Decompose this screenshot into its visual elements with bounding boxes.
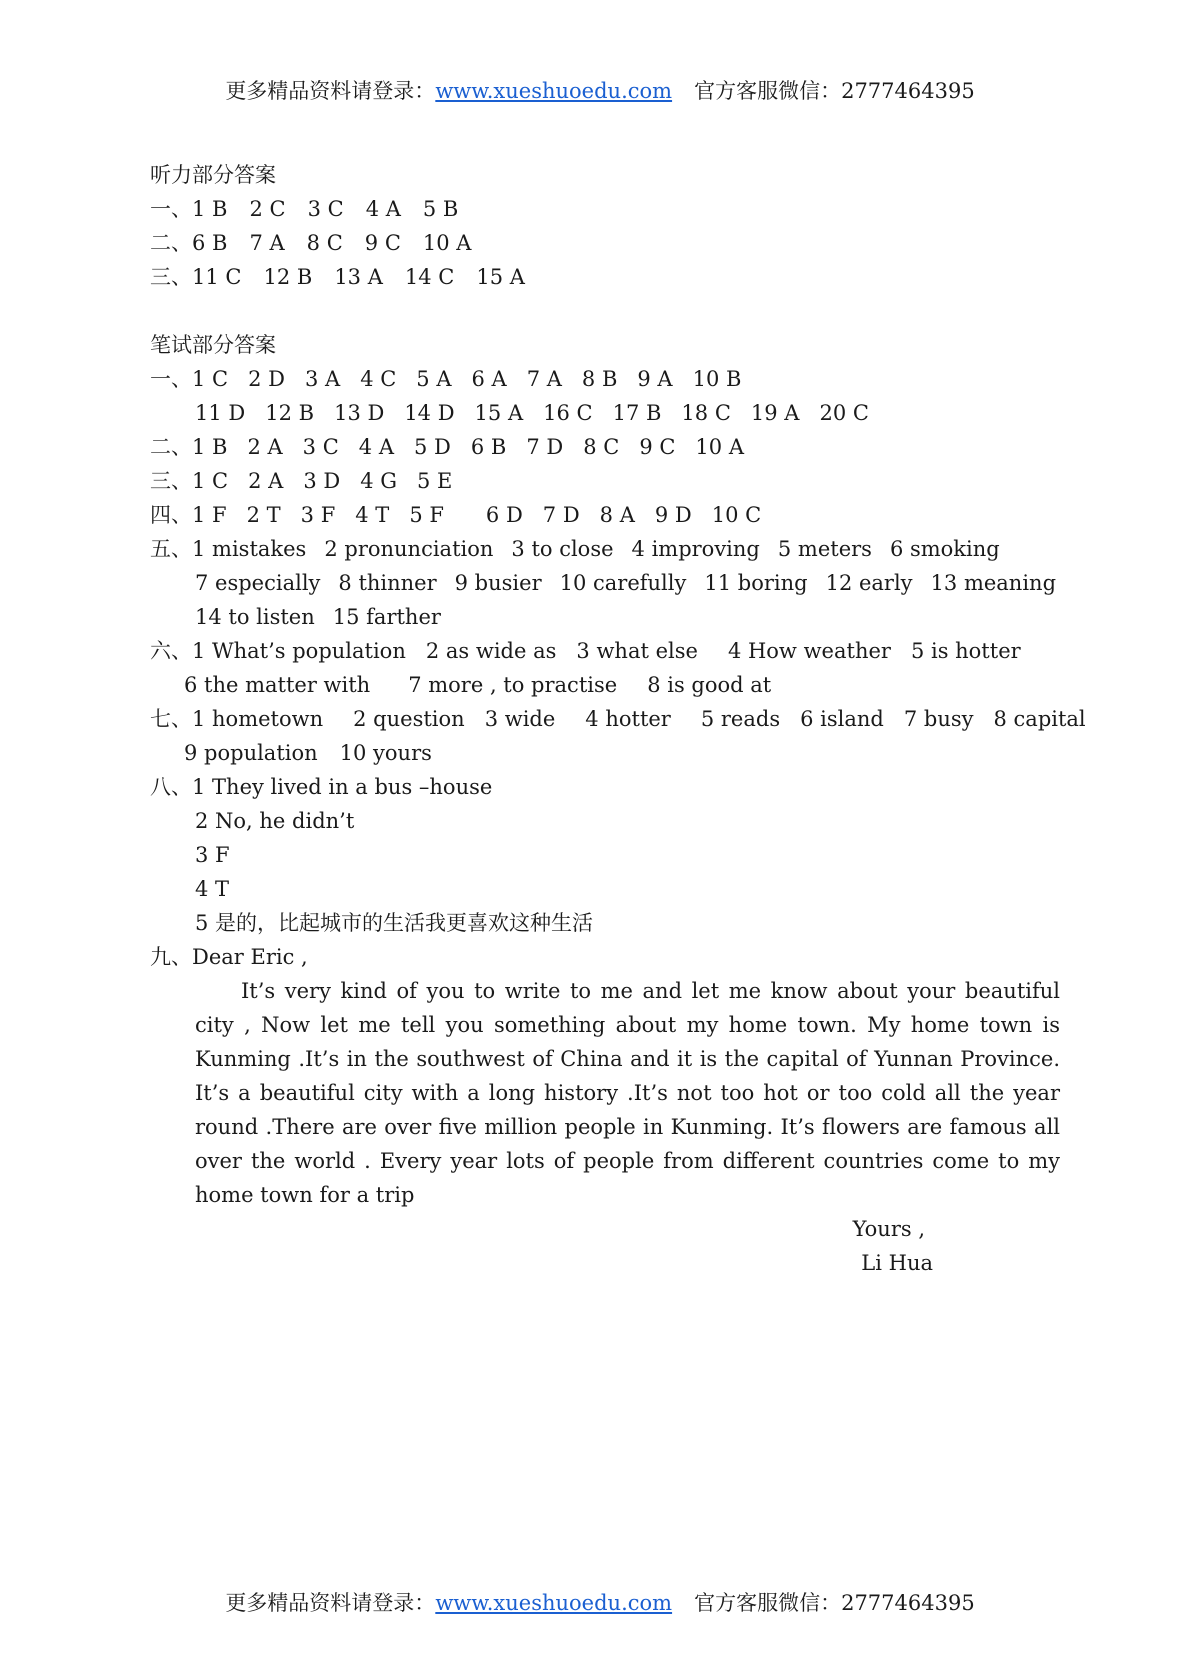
listening-title: 听力部分答案 [150, 163, 276, 187]
answer-item: 9 A [637, 367, 673, 391]
answer-item: 1 They lived in a bus –house [192, 775, 493, 799]
answer-item: 10 C [711, 503, 762, 527]
answer-item: 3 D [303, 469, 341, 493]
answer-item: 6 A [471, 367, 507, 391]
section-6-row [150, 668, 1060, 702]
header-prefix: 更多精品资料请登录： [225, 79, 436, 103]
answer-item: 12 B [265, 401, 315, 425]
answer-item: 4 T [355, 503, 390, 527]
section-8-line [150, 906, 1060, 940]
answer-item: 2 pronunciation [324, 537, 494, 561]
header-link[interactable]: www.xueshuoedu.com [435, 79, 673, 103]
answer-item: 10 carefully [559, 571, 687, 595]
answer-item: 2 C [249, 197, 286, 221]
answer-item: 6 island [800, 707, 884, 731]
answer-item: 4 A [365, 197, 401, 221]
answer-item: 8 A [599, 503, 635, 527]
answer-item: 1 B [192, 435, 228, 459]
answer-item: 9 C [364, 231, 401, 255]
answer-item: 5 B [422, 197, 459, 221]
answer-item: 5 meters [777, 537, 872, 561]
footer-prefix: 更多精品资料请登录： [225, 1591, 436, 1615]
letter-body-text: It’s very kind of you to write to me and let me know about your beautiful city , Now let me tell you something about my home town. My home town is Kunming .It’s in the southwest of China and it is the capital of Yunnan Province. It’s a beautiful city with a long history .It’s not too hot or too cold all the year round .There are over five million people in Kunming. It’s flowers are famous all over the world . Every year lots of people from different countries come to my home town for a trip [195, 979, 1060, 1207]
answer-item: 7 more , to practise [408, 673, 618, 697]
section-marker: 二、 [150, 231, 192, 255]
answer-item: 17 B [612, 401, 662, 425]
answer-item: 15 A [474, 401, 524, 425]
answer-item: 5 D [413, 435, 451, 459]
page-header [0, 77, 1200, 105]
answer-item: 10 yours [339, 741, 432, 765]
answer-item: 2 as wide as [425, 639, 557, 663]
section-5-row [150, 532, 1060, 566]
answer-item: 8 C [583, 435, 620, 459]
section-marker: 一、 [150, 367, 192, 391]
answer-item: 5 F [409, 503, 444, 527]
section-6-row [150, 634, 1060, 668]
section-1-row [150, 396, 1060, 430]
answer-item: 1 C [192, 469, 229, 493]
answer-item: 6 the matter with [184, 673, 371, 697]
answer-item: 10 A [695, 435, 744, 459]
answer-item: 1 mistakes [192, 537, 307, 561]
section-marker: 五、 [150, 537, 192, 561]
answer-item: 10 B [692, 367, 742, 391]
answer-item: 4 How weather [727, 639, 891, 663]
answer-item: 1 F [192, 503, 227, 527]
section-marker: 八、 [150, 775, 192, 799]
answer-item: 11 C [192, 265, 242, 289]
answer-item: 7 A [526, 367, 562, 391]
section-2-row [150, 430, 1060, 464]
answer-item: 9 D [654, 503, 692, 527]
footer-link[interactable]: www.xueshuoedu.com [435, 1591, 673, 1615]
answer-item: 5 是的，比起城市的生活我更喜欢这种生活 [195, 911, 594, 935]
answer-item: 5 A [416, 367, 452, 391]
answer-item: 14 C [404, 265, 455, 289]
answer-item: 7 A [249, 231, 285, 255]
answer-item: 3 C [302, 435, 339, 459]
answer-item: 14 to listen [195, 605, 315, 629]
section-8-line [150, 804, 1060, 838]
section-7-row [150, 736, 1060, 770]
answer-item: 6 smoking [889, 537, 1000, 561]
listening-row [150, 260, 1060, 294]
header-contact: 官方客服微信：2777464395 [694, 79, 975, 103]
answer-item: 18 C [681, 401, 731, 425]
section-8-line [150, 838, 1060, 872]
answer-item: 9 C [639, 435, 676, 459]
answer-item: 19 A [750, 401, 800, 425]
answer-item: 6 B [192, 231, 228, 255]
written-title: 笔试部分答案 [150, 333, 276, 357]
answer-item: 15 A [476, 265, 525, 289]
answer-key [150, 158, 1086, 1280]
answer-item: 11 boring [704, 571, 808, 595]
answer-item: 1 C [192, 367, 229, 391]
answer-item: 5 is hotter [910, 639, 1021, 663]
answer-item: 4 T [195, 877, 230, 901]
answer-item: 3 A [304, 367, 341, 391]
section-9-greeting-line [150, 940, 1060, 974]
answer-item: 16 C [543, 401, 593, 425]
answer-item: 20 C [819, 401, 869, 425]
answer-item: 8 B [581, 367, 618, 391]
answer-item: 13 meaning [930, 571, 1057, 595]
answer-item: 15 farther [332, 605, 441, 629]
section-marker: 三、 [150, 265, 192, 289]
answer-item: 4 improving [631, 537, 760, 561]
answer-item: 3 wide [484, 707, 556, 731]
answer-item: 6 D [485, 503, 523, 527]
section-marker: 一、 [150, 197, 192, 221]
answer-item: 2 T [246, 503, 281, 527]
answer-item: 7 especially [195, 571, 321, 595]
section-5-row [150, 566, 1060, 600]
answer-item: 2 question [353, 707, 465, 731]
answer-item: 8 thinner [338, 571, 437, 595]
answer-item: 3 to close [511, 537, 614, 561]
listening-row [150, 226, 1060, 260]
answer-item: 2 No, he didn’t [195, 809, 355, 833]
section-marker: 六、 [150, 639, 192, 663]
section-9-marker: 九、 [150, 945, 192, 969]
answer-item: 5 E [417, 469, 453, 493]
answer-item: 1 What’s population [192, 639, 406, 663]
section-3-row [150, 464, 1060, 498]
written-answers [150, 362, 1086, 940]
section-7-row [150, 702, 1086, 736]
answer-item: 7 D [542, 503, 580, 527]
answer-item: 9 busier [454, 571, 542, 595]
answer-item: 9 population [184, 741, 318, 765]
answer-item: 12 B [263, 265, 313, 289]
answer-item: 3 what else [576, 639, 698, 663]
answer-item: 3 C [307, 197, 344, 221]
answer-item: 8 C [306, 231, 343, 255]
section-8-line [150, 770, 1060, 804]
section-4-row [150, 498, 1060, 532]
footer-contact: 官方客服微信：2777464395 [694, 1591, 975, 1615]
letter-closing: Yours , [852, 1217, 925, 1241]
answer-item: 13 A [334, 265, 383, 289]
answer-item: 1 B [192, 197, 228, 221]
answer-item: 11 D [195, 401, 246, 425]
letter-greeting: Dear Eric , [192, 945, 308, 969]
answer-item: 8 capital [993, 707, 1086, 731]
answer-item: 7 D [526, 435, 564, 459]
page-footer [0, 1589, 1200, 1617]
answer-item: 4 C [360, 367, 397, 391]
answer-item: 4 A [358, 435, 394, 459]
section-5-row [150, 600, 1060, 634]
listening-answers [150, 192, 1060, 294]
answer-item: 3 F [300, 503, 336, 527]
answer-item: 4 hotter [585, 707, 671, 731]
section-marker: 四、 [150, 503, 192, 527]
answer-item: 5 reads [700, 707, 781, 731]
answer-item: 3 F [195, 843, 230, 867]
answer-item: 8 is good at [647, 673, 772, 697]
answer-item: 14 D [404, 401, 455, 425]
section-marker: 七、 [150, 707, 192, 731]
letter-signature: Li Hua [861, 1251, 933, 1275]
answer-item: 2 A [248, 469, 284, 493]
letter-body [195, 974, 1060, 1212]
listening-row [150, 192, 1060, 226]
section-marker: 二、 [150, 435, 192, 459]
answer-item: 10 A [422, 231, 472, 255]
section-1-row [150, 362, 1060, 396]
answer-item: 7 busy [903, 707, 974, 731]
answer-item: 12 early [825, 571, 913, 595]
section-8-line [150, 872, 1060, 906]
answer-item: 4 G [360, 469, 397, 493]
answer-item: 6 B [470, 435, 507, 459]
answer-item: 2 D [248, 367, 285, 391]
answer-item: 2 A [247, 435, 283, 459]
section-marker: 三、 [150, 469, 192, 493]
answer-item: 1 hometown [192, 707, 324, 731]
answer-item: 13 D [334, 401, 385, 425]
